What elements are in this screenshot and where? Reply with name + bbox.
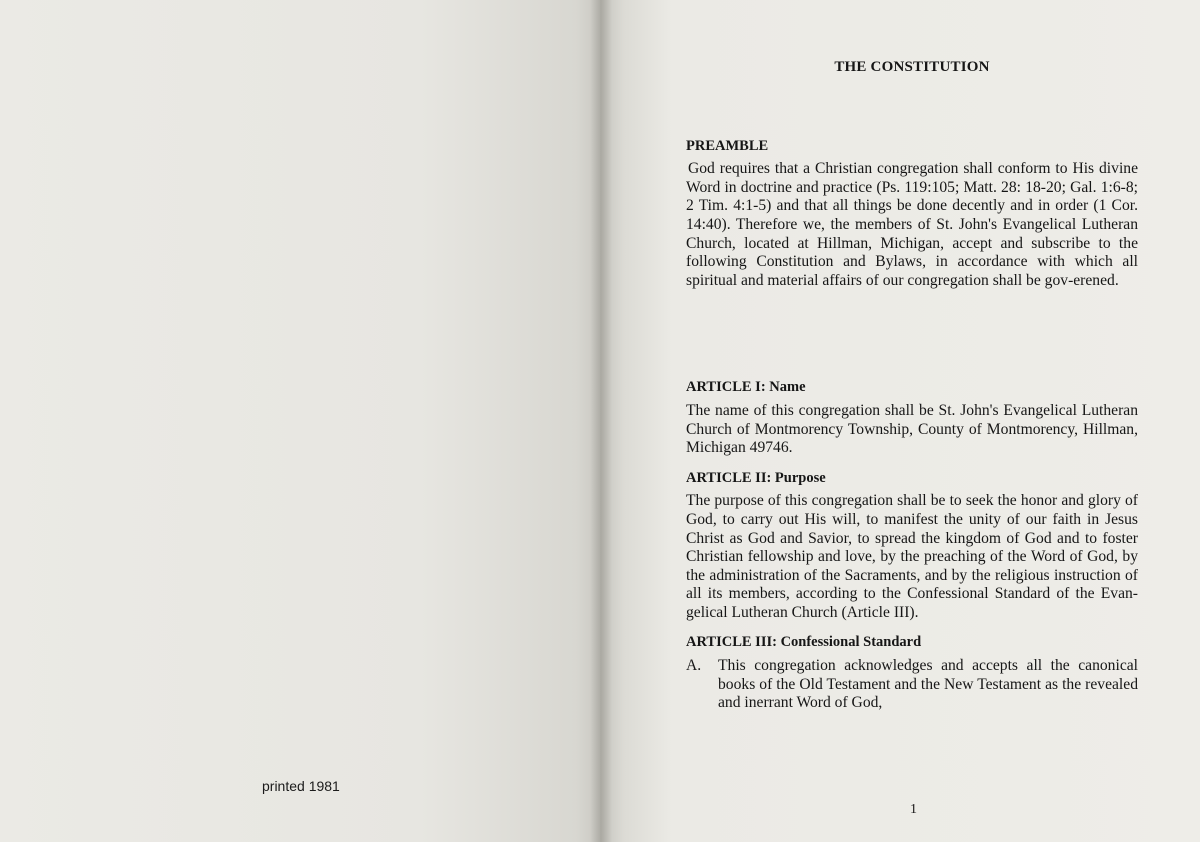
article-1-heading: ARTICLE I: Name: [686, 379, 806, 396]
preamble-heading: PREAMBLE: [686, 137, 769, 154]
article-1-paragraph: The name of this congregation shall be St. John's Evangelical Lutheran Church of Montmorency Township, County of Montmorency, Hillman, Michigan 49746.: [686, 401, 1138, 457]
article-3-heading: ARTICLE III: Confessional Standard: [686, 634, 922, 651]
section-spacer: [686, 458, 1138, 469]
item-text: This congregation acknowledges and accepts all the canonical books of the Old Testament and the New Testament as the revealed and inerrant Word of God,: [718, 657, 1138, 712]
document-title: THE CONSTITUTION: [834, 59, 990, 75]
item-label: A.: [686, 657, 702, 675]
preamble-paragraph: God requires that a Christian congregation shall conform to His divine Word in doctrine and practice (Ps. 119:105; Matt. 28: 18-20; Gal. 1:6-8; 2 Tim. 4:1-5) and that all things be done decently and in order (1 Cor. 14:40). Therefore we, the members of St. John's Evangelical Lutheran Church, located at Hillman, Michigan, accept and subscribe to the following Constitution and Bylaws, in accordance with which all spiritual and material affairs of our congregation shall be gov-erened.: [686, 160, 1138, 289]
article-3-item-a: [686, 657, 1138, 713]
section-spacer: [686, 290, 1138, 378]
book-gutter: [590, 0, 612, 842]
constitution-text: [686, 58, 1138, 713]
printed-date-note: printed 1981: [262, 778, 340, 794]
article-2-heading: ARTICLE II: Purpose: [686, 469, 826, 486]
section-spacer: [686, 622, 1138, 633]
page-number: 1: [910, 802, 917, 817]
article-2-paragraph: The purpose of this congregation shall be to seek the honor and glory of God, to carry out His will, to manifest the unity of our faith in Jesus Christ as God and Savior, to spread the kingdom of God and to foster Christian fellowship and love, by the preaching of the Word of God, by the administration of the Sacraments, and by the religious instruction of all its members, according to the Confessional Standard of the Evan-gelical Lutheran Church (Article III).: [686, 492, 1138, 621]
